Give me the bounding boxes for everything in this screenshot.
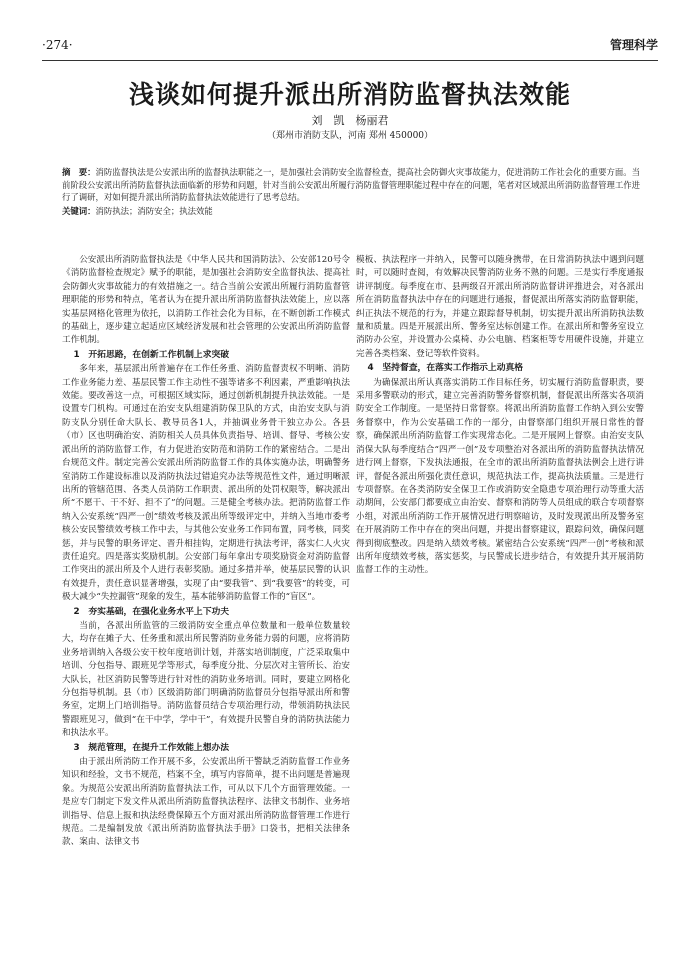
keywords bbox=[62, 205, 640, 218]
header-rule bbox=[42, 60, 658, 61]
section-3-continued-text: 模板、执法程序一并纳入，民警可以随身携带，在日常消防执法中遇到问题时，可以随时查阅，有效解决民警消防业务不熟的问题。三是实行季度通报讲评制度。每季度在市、县两级召开派出所消防监督讲评推进会，对各派出所在消防监督执法中存在的问题进行通报，督促派出所落实消防监督职能，纠正执法不规范的行为，并建立跟踪督导机制，切实提升派出所消防执法数量和质量。四是开展派出所、警务室达标创建工作。在派出所和警务室设立消防办公室，并设置办公桌椅、办公电脑、档案柜等专用硬件设施，并建立完善各类档案、登记等软件资料。 bbox=[356, 255, 644, 359]
intro-paragraph: 公安派出所消防监督执法是《中华人民共和国消防法》、公安部120号令《消防监督检查规定》赋予的职能，是加强社会消防安全监督执法、提高社会防御火灾事故能力的有效措施之一。结合当前公安派出所履行消防监督管理职能的形势和特点，笔者认为在提升派出所消防监督执法效能上，应以落实基层网格化管理为依托，以消防工作社会化为目标，在不断创新工作模式的基础上，逐步建立起适应区域经济发展和社会管理的公安派出所消防监督工作机制。 bbox=[62, 255, 350, 346]
section-4-text: 为确保派出所认真落实消防工作目标任务，切实履行消防监督职责，要采用多警联动的形式，建立完善消防警务督察机制，督促派出所落实各项消防安全工作制度。一是坚持日常督察。将派出所消防监督工作纳入到公安警务督察中，作为公安基础工作的一部分，由督察部门组织开展日常性的督察，确保派出所消防监督工作实现常态化。二是开展网上督察。由治安支队消保大队每季度结合“四严一创”及专项整治对各派出所的消防监督执法情况进行网上督察，下发执法通报，在全市的派出所消防监督执法例会上进行讲评，督促各派出所强化责任意识，规范执法工作，提高执法质量。三是进行专项督察。在各类消防安全保卫工作或消防安全隐患专项治理行动等重大活动期间，公安部门都要成立由治安、督察和消防等人员组成的联合专项督察小组，对派出所消防工作开展情况进行明察暗访，及时发现派出所及警务室在开展消防工作中存在的突出问题，并提出督察建议，跟踪问效，确保问题得到彻底整改。四是纳入绩效考核。紧密结合公安系统“四严一创”考核和派出所年度绩效考核，落实惩奖，与民警成长进步结合，有效提升其开展消防监督工作的主动性。 bbox=[356, 377, 644, 576]
section-4-heading: 4 坚持督查，在落实工作指示上动真格 bbox=[367, 363, 524, 374]
body-column-right bbox=[356, 254, 644, 578]
section-2-heading: 2 夯实基础，在强化业务水平上下功夫 bbox=[73, 606, 230, 617]
section-1-text: 多年来，基层派出所普遍存在工作任务重、消防监督责权不明晰、消防工作业务能力差、基层民警工作主动性不强等诸多不利因素，严重影响执法效能。要改善这一点，可根据区域实际，通过创新机制提升执法效能。一是设置专门机构。可通过在治安支队组建消防保卫队的方式，由治安支队与消防支队分别任命大队长、教导员各1人，并抽调业务骨干独立办公。各县（市）区也明确治安、消防相关人员具体负责指导、培训、督导、考核公安派出所的消防监督工作，有力促进治安防范和消防工作的紧密结合。二是出台规范文件。制定完善公安派出所消防监督工作的具体实施办法，明确警务室消防工作建设标准以及消防执法过错追究办法等规范性文件，通过明晰派出所的管辖范围、各类人员消防工作职责、派出所的处罚权限等，解决派出所“不愿干、干不好、担不了”的问题。三是健全考核办法。把消防监督工作纳入公安系统“四严一创”绩效考核及派出所等级评定中，并纳入当地市委考核公安民警绩效考核工作中去，与其他公安业务工作同布置，同考核，同奖惩，并与民警的职务评定、晋升相挂钩，定期进行执法考评，落实仁人火灾责任追究。四是落实奖励机制。公安部门每年拿出专项奖励资金对消防监督工作突出的派出所及个人进行表彰奖励。通过多措并举，使基层民警的认识有效提升，责任意识显著增强，实现了由“要我管”、到“我要管”的转变，可极大减少“失控漏管”现象的发生，基本能够消防监督工作的“盲区”。 bbox=[62, 364, 350, 603]
section-1-heading: 1 开拓思路，在创新工作机制上求突破 bbox=[73, 349, 230, 360]
journal-name: 管理科学 bbox=[609, 38, 658, 52]
abstract-text: 消防监督执法是公安派出所的监督执法职能之一，是加强社会消防安全监督检查，提高社会防御火灾事故能力，促进消防工作社会化的重要方面。当前阶段公安派出所消防监督执法面临新的形势和问题，针对当前公安派出所履行消防监督管理职能过程中存在的问题，笔者对区域派出所消防监督管理工作进行了调研，对如何提升派出所消防监督执法效能进行了思考总结。 bbox=[62, 167, 641, 203]
keywords-text: 消防执法；消防安全；执法效能 bbox=[95, 205, 213, 216]
page-number: ·274· bbox=[42, 38, 73, 52]
abstract-paragraph bbox=[62, 166, 640, 204]
author-affiliation: （郑州市消防支队，河南 郑州 450000） bbox=[266, 131, 434, 141]
section-3-text: 由于派出所消防工作开展不多，公安派出所干警缺乏消防监督工作业务知识和经验，文书不规范，档案不全，填写内容简单，提不出问题是普遍现象。为规范公安派出所消防监督执法工作，可从以下几个方面管理效能。一是应专门制定下发文件从派出所消防监督执法程序、法律文书制作、业务培训指导、信息上报和执法经费保障五个方面对派出所消防监督管理工作进行规范。二是编制发放《派出所消防监督执法手册》口袋书，把相关法律条款、案由、法律文书 bbox=[62, 757, 350, 848]
section-2-text: 当前，各派出所监管的三级消防安全重点单位数量和一般单位数量较大，均存在摊子大、任务重和派出所民警消防业务能力弱的问题，应将消防业务培训纳入各级公安干校年度培训计划，并落实培训制度，广泛采取集中培训、分包指导、跟班见学等形式，每季度分批、分层次对主管所长、治安大队长，社区消防民警等进行针对性的消防业务培训。同时，要建立网格化分包指导机制。县（市）区级消防部门明确消防监督员分包指导派出所和警务室，定期上门培训指导。消防监督员结合专项治理行动，带领消防执法民警跟班见习，做到“在干中学，学中干”，有效提升民警自身的消防执法能力和执法水平。 bbox=[62, 620, 350, 739]
running-header bbox=[42, 36, 658, 56]
abstract bbox=[62, 166, 640, 217]
body-column-left bbox=[62, 254, 350, 850]
article-title: 浅谈如何提升派出所消防监督执法效能 bbox=[128, 80, 571, 109]
keywords-label: 关键词： bbox=[62, 205, 96, 216]
section-3-heading: 3 规范管理，在提升工作效能上想办法 bbox=[73, 742, 230, 753]
abstract-label: 摘 要： bbox=[62, 167, 96, 177]
article-authors: 刘 凯 杨丽君 bbox=[311, 114, 389, 127]
